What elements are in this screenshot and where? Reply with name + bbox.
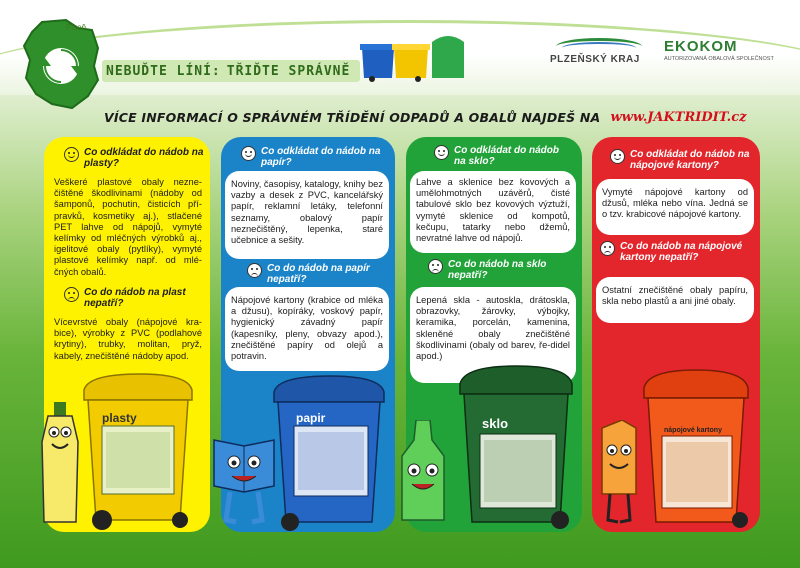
plzensky-kraj-text: PLZEŇSKÝ KRAJ bbox=[550, 54, 640, 65]
papir-no-text: Nápojové kartony (krabice od mléka a džusu), kopíráky, voskový papír, hygienický závadný papír (kapesníky, pleny, obvazy apod.), znečištěné papíry od olejů a potravin. bbox=[231, 295, 383, 362]
kartony-yes-box bbox=[596, 179, 754, 235]
glass-bottle-mascot bbox=[394, 420, 452, 528]
ekokom-subtitle: AUTORIZOVANÁ OBALOVÁ SPOLEČNOST bbox=[664, 56, 774, 62]
papir-no-heading bbox=[247, 263, 381, 285]
sad-face-icon bbox=[247, 263, 262, 278]
happy-face-icon bbox=[241, 146, 256, 161]
kartony-yes-title: Co odkládat do nádob na nápojové kartony? bbox=[630, 149, 750, 171]
papir-yes-box bbox=[225, 171, 389, 259]
sklo-yes-heading bbox=[434, 145, 564, 167]
slogan-part2: TŘIĎTE SPRÁVNĚ bbox=[226, 63, 351, 79]
blue-bin-papir bbox=[270, 372, 388, 532]
kartony-no-text: Ostatní znečištěné obaly papíru, skla nebo plastů a ani jiné obaly. bbox=[602, 285, 748, 307]
green-bin-label: sklo bbox=[482, 416, 509, 431]
happy-face-icon bbox=[434, 145, 449, 160]
green-bin-sklo bbox=[456, 362, 576, 532]
yellow-bin-label: plasty bbox=[102, 411, 137, 425]
info-text: VÍCE INFORMACÍ O SPRÁVNÉM TŘÍDĚNÍ ODPADŮ A OBALŮ NAJDEŠ NA bbox=[104, 109, 601, 125]
plzensky-kraj-logo bbox=[548, 38, 644, 66]
papir-yes-title: Co odkládat do nádob na papír? bbox=[261, 146, 381, 168]
plasty-no-text: Vícevrstvé obaly (nápojové kra-bice), výrobky z PVC (podlahové krytiny), trubky, molitan, pryž, kabely, znečištěné nádoby apod. bbox=[54, 317, 202, 361]
plasty-yes-title: Co odkládat do nádob na plasty? bbox=[84, 147, 204, 169]
sad-face-icon bbox=[600, 241, 615, 256]
sklo-no-text: Lepená skla - autoskla, drátoskla, obrazovky, žárovky, výbojky, keramika, porcelán, kamenina, skleněné obaly znečištěné škodlivinami (obaly od barev, ře-didel apod.) bbox=[416, 295, 570, 362]
plasty-no-heading bbox=[64, 287, 204, 309]
region-map-logo bbox=[22, 18, 100, 110]
ekokom-name: EKOKOM bbox=[664, 38, 738, 55]
info-line bbox=[104, 106, 774, 128]
plastic-bottle-mascot bbox=[38, 402, 82, 526]
papir-no-box bbox=[225, 287, 389, 371]
slogan-banner bbox=[102, 60, 360, 82]
plasty-no-title: Co do nádob na plast nepatří? bbox=[84, 287, 186, 309]
plasty-yes-text: Veškeré plastové obaly nezne-čištěné škodlivinami (nádoby od šamponů, pochutin, čisticích pří-pravků, kosmetiky aj.), stlačené PET lahve od nápojů, vymyté kelímky od mléčných výrobků aj., igelitové obaly (pytlíky), vymyté plastové kelímky např. od mlé-čných obalů. bbox=[54, 177, 202, 277]
slogan-part1: NEBUĎTE LÍNÍ: bbox=[106, 63, 221, 79]
carton-mascot bbox=[592, 420, 646, 526]
papir-yes-heading bbox=[241, 146, 381, 168]
sad-face-icon bbox=[64, 287, 79, 302]
sklo-no-title: Co do nádob na sklo nepatří? bbox=[448, 259, 547, 281]
sklo-yes-title: Co odkládat do nádob na sklo? bbox=[454, 145, 559, 167]
sklo-yes-text: Lahve a sklenice bez kovových a umělohmotných uzávěrů, čisté tabulové sklo bez kovových výztuží, vymyté sklenice od kompotů, kečupu, tatarky nebo džemů, nevratné lahve od nápojů. bbox=[416, 177, 570, 244]
yellow-bin-plasty bbox=[80, 370, 196, 532]
happy-face-icon bbox=[610, 149, 625, 164]
ekokom-logo bbox=[664, 38, 774, 70]
red-bin-kartony bbox=[640, 366, 752, 532]
plasty-yes-heading bbox=[64, 147, 204, 169]
sad-face-icon bbox=[428, 259, 443, 274]
papir-no-title: Co do nádob na papír nepatří? bbox=[267, 263, 370, 285]
kartony-no-heading bbox=[600, 241, 756, 263]
header-bins-illustration bbox=[360, 34, 466, 82]
kartony-no-title: Co do nádob na nápojové kartony nepatří? bbox=[620, 241, 743, 263]
region-tag: Plzeň bbox=[66, 23, 87, 32]
papir-yes-text: Noviny, časopisy, katalogy, knihy bez vazby a desek z PVC, kancelářský papír, reklamní letáky, telefonní seznamy, obalový papír neznečištěný, lepenka, staré učebnice a sešity. bbox=[231, 179, 383, 246]
sklo-no-heading bbox=[428, 259, 566, 281]
info-url-link[interactable]: www.JAKTRIDIT.cz bbox=[610, 109, 747, 125]
red-bin-label: nápojové kartony bbox=[664, 427, 722, 434]
book-mascot bbox=[208, 432, 280, 528]
happy-face-icon bbox=[64, 147, 79, 162]
kartony-no-box bbox=[596, 277, 754, 323]
kartony-yes-text: Vymyté nápojové kartony od džusů, mléka nebo vína. Jedná se o tzv. krabicové nápojové kartony. bbox=[602, 187, 748, 220]
sklo-yes-box bbox=[410, 171, 576, 253]
kartony-yes-heading bbox=[610, 149, 756, 171]
blue-bin-label: papir bbox=[296, 411, 326, 425]
